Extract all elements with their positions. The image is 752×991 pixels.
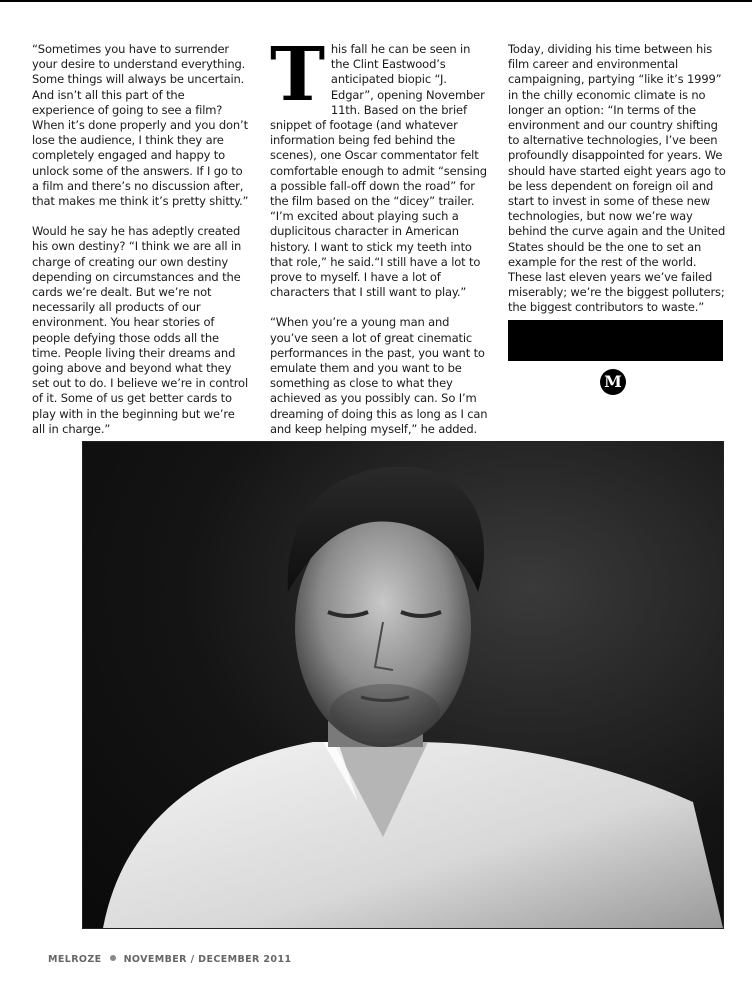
- paragraph: [270, 32, 488, 300]
- melroze-m-logo-icon: M: [600, 369, 626, 395]
- paragraph: “When you’re a young man and you’ve seen a lot of great cinematic performances in the past, you want to emulate them and you want to be something as close to what they achieved as you possibly can. So I’m dreaming of doing this as long as I can and keep helping myself,” he added.: [270, 315, 488, 436]
- portrait-photo: [82, 441, 724, 929]
- page-footer: [48, 954, 291, 965]
- paragraph: “Sometimes you have to surrender your desire to understand everything. Some things will always be uncertain. And isn’t all this part of the experience of going to see a film? When it’s done properly and you don’t lose the audience, I think they are completely engaged and happy to unlock some of the answers. If I go to a film and there’s no discussion after, that makes me think it’s pretty shitty.”: [32, 42, 249, 209]
- footer-brand: MELROZE: [48, 954, 102, 965]
- black-bar: [508, 320, 723, 361]
- footer-issue: NOVEMBER / DECEMBER 2011: [123, 954, 292, 965]
- top-rule: [0, 0, 752, 2]
- article-column-2: [270, 32, 488, 452]
- paragraph: Today, dividing his time between his film career and environmental campaigning, partying “like it’s 1999” in the chilly economic climate is no longer an option: “In terms of the environment and our country shifting to alternative technologies, I’ve been profoundly disappointed for years. We should have started eight years ago to be less dependent on foreign oil and start to invest in some of these new technologies, but now we’re way behind the curve again and the United States should be the one to set an example for the rest of the world. These last eleven years we’ve failed miserably; we’re the biggest polluters; the biggest contributors to waste.”: [508, 42, 726, 315]
- paragraph-text: his fall he can be seen in the Clint Eastwood’s anticipated biopic “J. Edgar”, opening November 11th. Based on the brief snippet of footage (and whatever information being fed behind the scenes), one Oscar commentator felt comfortable enough to admit “sensing a possible fall-off down the road” for the film based on the “dicey” trailer. “I’m excited about playing such a duplicitous character in American history. I want to stick my teeth into that role,” he said.“I still have a lot to prove to myself. I have a lot of characters that I still want to play.”: [270, 42, 487, 300]
- paragraph: Would he say he has adeptly created his own destiny? “I think we are all in charge of creating our own destiny depending on circumstances and the cards we’re dealt. But we’re not necessarily all products of our environment. You hear stories of people defying those odds all the time. People living their dreams and going above and beyond what they set out to do. I believe we’re in control of it. Some of us get better cards to play with in the beginning but we’re all in charge.”: [32, 224, 248, 436]
- portrait-illustration: [83, 442, 723, 928]
- bullet-dot-icon: [110, 955, 116, 961]
- article-column-1: [32, 42, 250, 452]
- drop-cap: T: [270, 32, 325, 118]
- article-column-3: [508, 42, 726, 331]
